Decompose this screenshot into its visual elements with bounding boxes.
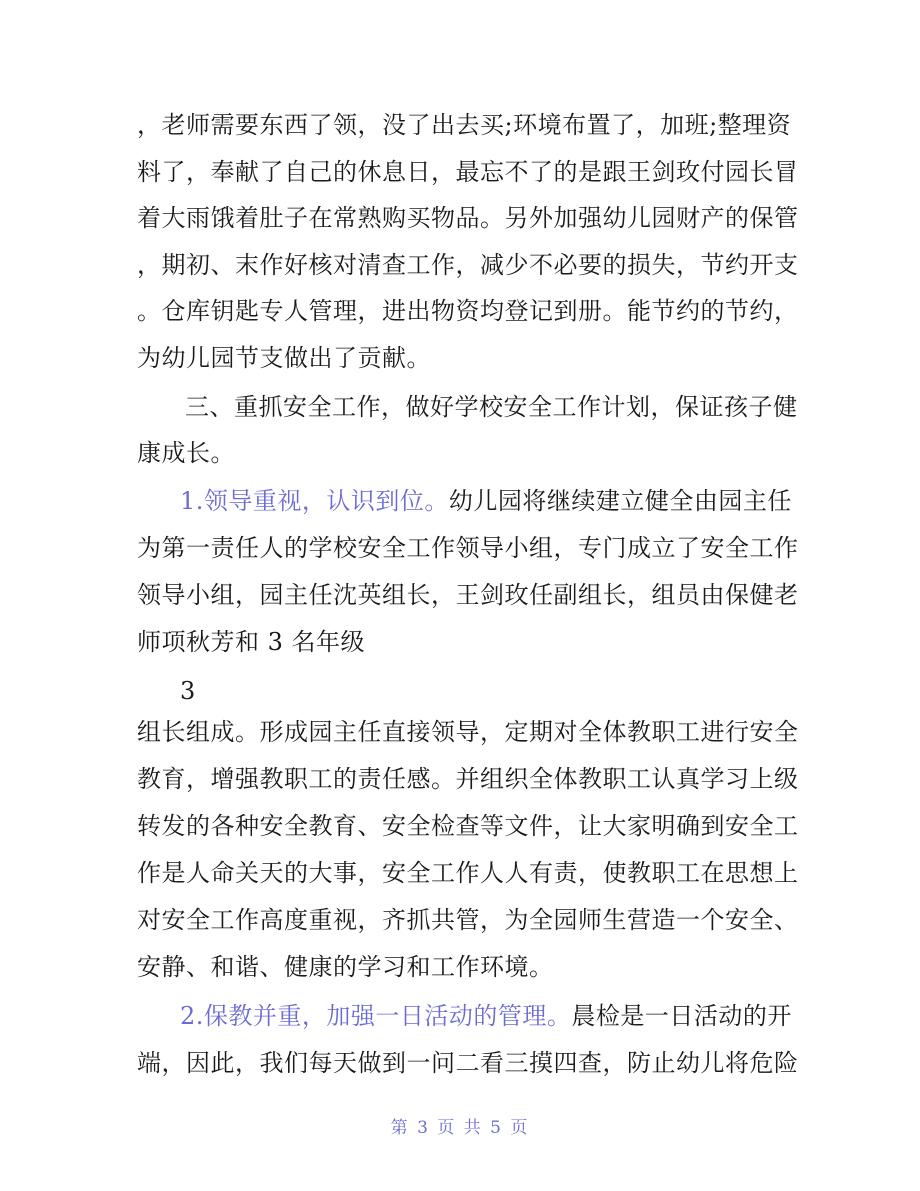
paragraph-line: 为幼儿园节支做出了贡献。 xyxy=(137,344,431,372)
paragraph-line: 着大雨饿着肚子在常熟购买物品。另外加强幼儿园财产的保管 xyxy=(137,204,799,232)
section-heading: 三、重抓安全工作，做好学校安全工作计划，保证孩子健 xyxy=(185,393,798,421)
paragraph-line: 端，因此，我们每天做到一问二看三摸四查，防止幼儿将危险 xyxy=(137,1049,799,1077)
paragraph-line: 。仓库钥匙专人管理，进出物资均登记到册。能节约的节约， xyxy=(137,297,799,325)
paragraph-line: ，老师需要东西了领，没了出去买;环境布置了，加班;整理资 xyxy=(137,111,792,139)
paragraph-line: 领导小组，园主任沈英组长，王剑玫任副组长，组员由保健老 xyxy=(137,581,799,609)
item-1-first-line xyxy=(180,486,792,516)
item-2-text: 晨检是一日活动的开 xyxy=(571,1002,792,1030)
paragraph-line: 教育，增强教职工的责任感。并组织全体教职工认真学习上级 xyxy=(137,765,799,793)
paragraph-line: 为第一责任人的学校安全工作领导小组，专门成立了安全工作 xyxy=(137,534,799,562)
item-2-first-line xyxy=(180,1001,792,1031)
paragraph-line: 组长组成。形成园主任直接领导，定期对全体教职工进行安全 xyxy=(137,718,799,746)
section-heading-continued: 康成长。 xyxy=(137,439,235,467)
paragraph-line: ，期初、末作好核对清查工作，减少不必要的损失，节约开支 xyxy=(137,251,799,279)
item-1-heading: 1.领导重视，认识到位。 xyxy=(180,487,449,515)
item-1-text: 幼儿园将继续建立健全由园主任 xyxy=(448,487,792,515)
inline-page-number: 3 xyxy=(180,677,196,705)
paragraph-line: 安静、和谐、健康的学习和工作环境。 xyxy=(137,953,554,981)
paragraph-line: 料了，奉献了自己的休息日，最忘不了的是跟王剑玫付园长冒 xyxy=(137,158,799,186)
paragraph-line: 对安全工作高度重视，齐抓共管，为全园师生营造一个安全、 xyxy=(137,906,799,934)
item-2-heading: 2.保教并重，加强一日活动的管理。 xyxy=(180,1002,572,1030)
page-footer: 第 3 页 共 5 页 xyxy=(390,1118,530,1138)
paragraph-line: 转发的各种安全教育、安全检查等文件，让大家明确到安全工 xyxy=(137,812,799,840)
paragraph-line: 师项秋芳和 3 名年级 xyxy=(137,628,366,656)
paragraph-line: 作是人命关天的大事，安全工作人人有责，使教职工在思想上 xyxy=(137,859,799,887)
